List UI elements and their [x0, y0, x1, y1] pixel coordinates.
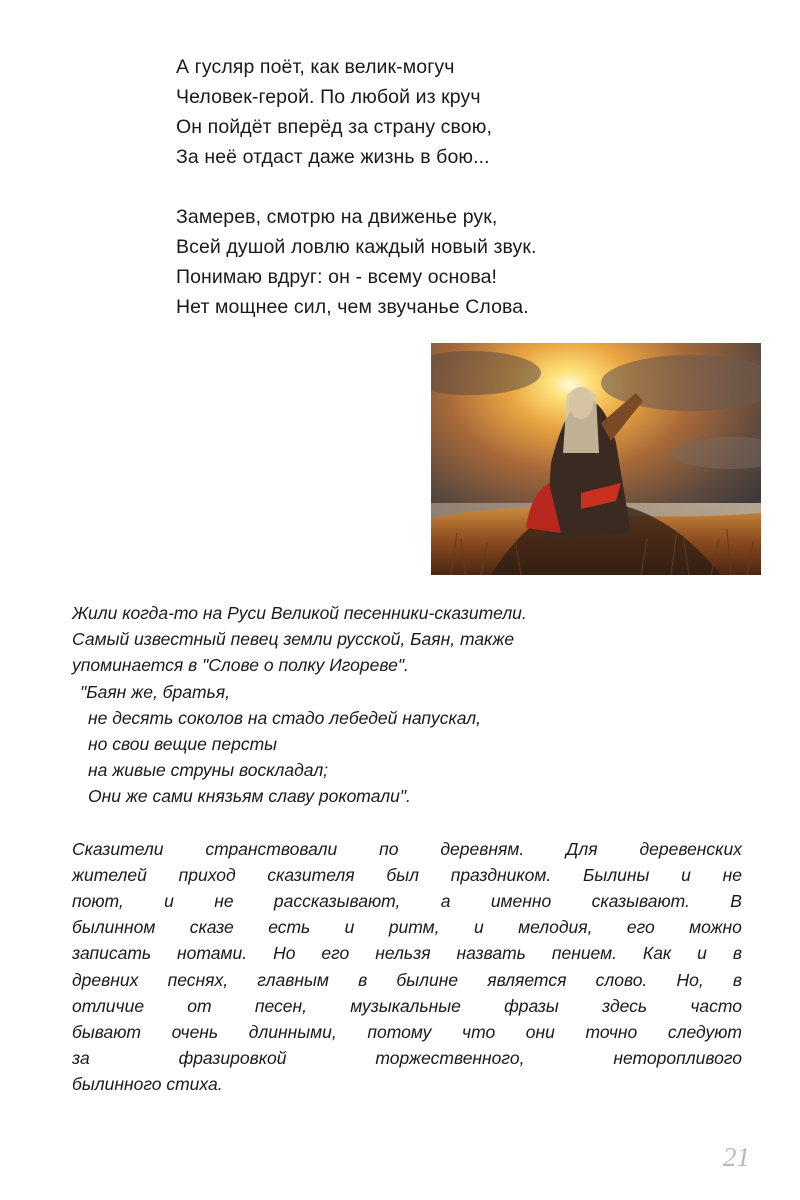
poem — [176, 52, 736, 322]
poem-line: Он пойдёт вперёд за страну свою, — [176, 116, 492, 138]
prose-line: упоминается в "Слове о полку Игореве". — [72, 655, 409, 676]
paragraph-line: Сказители странствовали по деревням. Для деревенских — [72, 838, 742, 859]
prose-line: Жили когда-то на Руси Великой песенники-сказители. — [72, 603, 527, 623]
prose — [72, 600, 742, 1098]
quote-line: Они же сами князьям славу рокотали". — [88, 786, 411, 807]
quote-line: "Баян же, братья, — [80, 681, 230, 702]
paragraph-line: былинном сказе есть и ритм, и мелодия, его можно — [72, 917, 742, 938]
paragraph-line: древних песнях, главным в былине является слово. Но, в — [72, 969, 743, 990]
poem-line: За неё отдаст даже жизнь в бою... — [176, 146, 490, 168]
page-number: 21 — [723, 1142, 750, 1172]
poem-line: А гусляр поёт, как велик-могуч — [176, 56, 455, 78]
quote-line: на живые струны воскладал; — [88, 760, 329, 781]
prose-line: Самый известный певец земли русской, Баян, также — [72, 629, 515, 650]
paragraph-line: записать нотами. Но его нельзя назвать пением. Как и в — [72, 943, 742, 964]
poem-line: Понимаю вдруг: он - всему основа! — [176, 266, 498, 288]
poem-line: Нет мощнее сил, чем звучанье Слова. — [176, 296, 529, 318]
paragraph-gap — [72, 810, 742, 836]
stanza-gap — [176, 172, 736, 202]
paragraph-line: былинного стиха. — [72, 1074, 223, 1095]
paragraph-line: бывают очень длинными, потому что они точно следуют — [72, 1022, 742, 1043]
painting-image — [431, 343, 761, 575]
quote-line: не десять соколов на стадо лебедей напускал, — [88, 707, 482, 728]
poem-line: Человек-герой. По любой из круч — [176, 86, 481, 108]
poem-line: Замерев, смотрю на движенье рук, — [176, 206, 498, 228]
poem-line: Всей душой ловлю каждый новый звук. — [176, 236, 537, 258]
paragraph-line: поют, и не рассказывают, а именно сказывают. В — [72, 891, 742, 912]
paragraph-line: отличие от песен, музыкальные фразы здесь часто — [72, 995, 743, 1016]
paragraph-line: за фразировкой торжественного, неторопливого — [72, 1048, 742, 1069]
quote-line: но свои вещие персты — [88, 734, 278, 755]
gusliar-painting — [431, 343, 761, 575]
paragraph-line: жителей приход сказителя был праздником. Былины и не — [72, 864, 742, 885]
